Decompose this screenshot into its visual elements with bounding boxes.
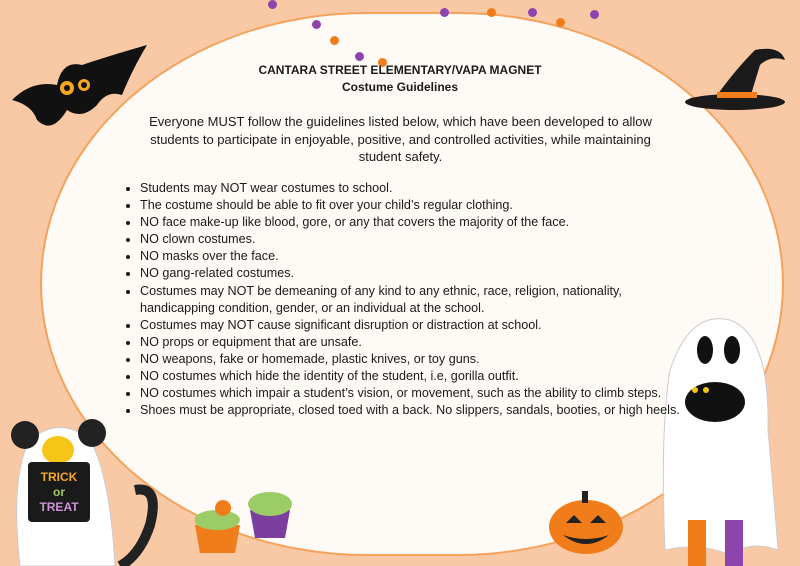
bag-text-or: or xyxy=(53,485,65,499)
list-item: • NO props or equipment that are unsafe. xyxy=(140,334,700,351)
trick-or-treat-bag xyxy=(28,462,90,522)
intro-paragraph: Everyone MUST follow the guidelines listed below, which have been developed to allow students to participate in enjoyable, positive, and controlled activities, while maintaining student safety. xyxy=(149,114,652,164)
school-name: CANTARA STREET ELEMENTARY/VAPA MAGNET xyxy=(258,63,542,77)
list-item: • NO costumes which impair a student’s vision, or movement, such as the ability to climb steps. xyxy=(140,385,700,402)
list-item: • Students may NOT wear costumes to school. xyxy=(140,180,700,197)
list-item: • NO weapons, fake or homemade, plastic knives, or toy guns. xyxy=(140,351,700,368)
page-title xyxy=(0,62,800,96)
guidelines-list xyxy=(120,180,700,419)
list-item: • NO gang-related costumes. xyxy=(140,265,700,282)
cupcakes-icon xyxy=(195,480,295,555)
bag-text-treat: TREAT xyxy=(39,500,79,514)
list-item: • Shoes must be appropriate, closed toed with a back. No slippers, sandals, booties, or high heels. xyxy=(140,402,700,419)
list-item: • NO face make-up like blood, gore, or any that covers the majority of the face. xyxy=(140,214,700,231)
bag-text-trick: TRICK xyxy=(40,470,78,484)
list-item: • The costume should be able to fit over your child’s regular clothing. xyxy=(140,197,700,214)
document-subtitle: Costume Guidelines xyxy=(341,80,459,94)
list-item: • NO clown costumes. xyxy=(140,231,700,248)
list-item: • NO costumes which hide the identity of the student, i.e, gorilla outfit. xyxy=(140,368,700,385)
list-item: • Costumes may NOT cause significant disruption or distraction at school. xyxy=(140,317,700,334)
pumpkin-icon xyxy=(548,485,624,555)
list-item: • NO masks over the face. xyxy=(140,248,700,265)
list-item: • Costumes may NOT be demeaning of any kind to any ethnic, race, religion, nationality, handicapping condition, gender, or an individual at the school. xyxy=(140,283,700,317)
